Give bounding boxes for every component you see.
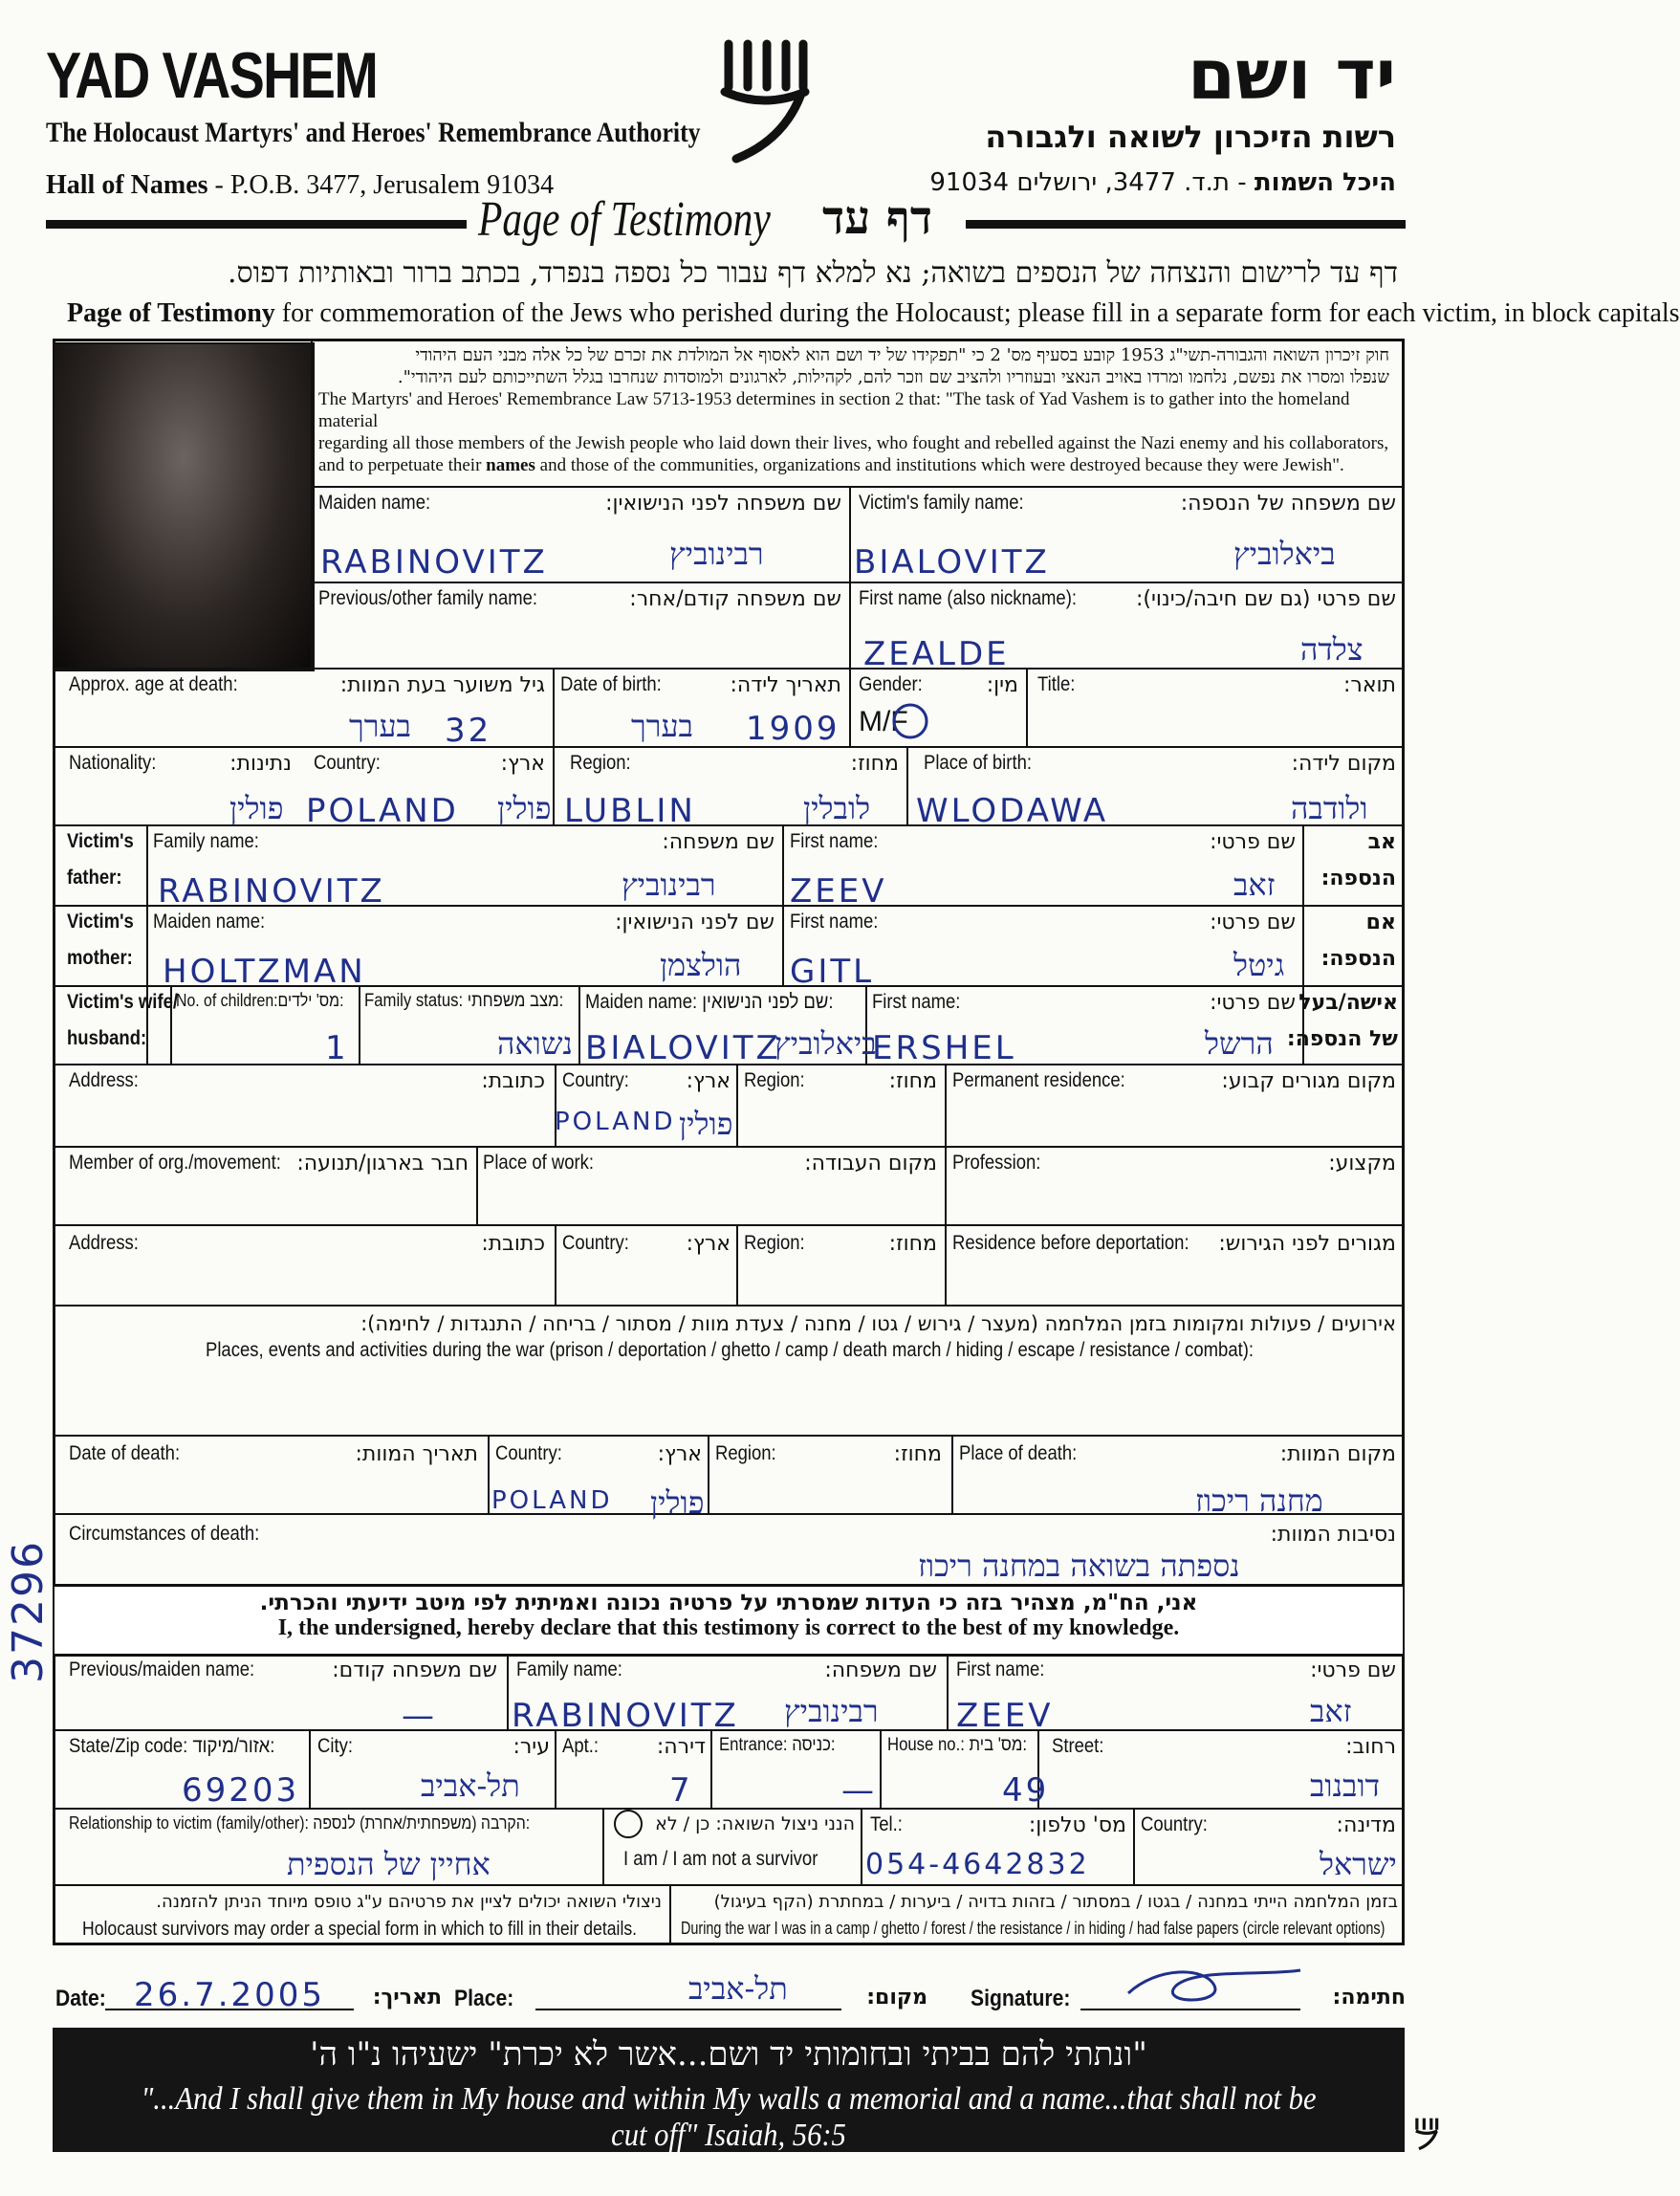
header-rule-right [966,220,1406,229]
yad-vashem-logo-icon [717,34,813,178]
house-field[interactable]: 49 [1002,1771,1050,1810]
age-label: Approx. age at death: [69,673,238,695]
profession-label-he: מקצוע: [1328,1152,1396,1175]
previous-family-name-label-he: שם משפחה קודם/אחר: [629,587,841,611]
submitter-family-field[interactable]: RABINOVITZ [512,1697,739,1735]
dob-field[interactable]: 1909 [746,710,840,748]
during-war-note: During the war I was in a camp / ghetto / forest / the resistance / in hiding / had false papers (circle relevant options) [681,1919,1385,1938]
apt-field[interactable]: 7 [669,1771,693,1810]
zip-label: State/Zip code: אזור/מיקוד: [69,1735,275,1757]
zip-field[interactable]: 69203 [182,1771,300,1810]
pod-label-he: מקום המוות: [1279,1442,1396,1466]
death-region-label-he: מחוז: [893,1442,942,1466]
apt-label: Apt.: [562,1735,600,1757]
work-label: Place of work: [483,1152,595,1174]
pod-field-he[interactable]: מחנה ריכוז [1195,1482,1323,1519]
father-label: Victim's [67,830,134,852]
age-field-he[interactable]: בערך [349,708,411,744]
mother-label-he-2: הנספה: [1320,947,1396,971]
mother-first-label: First name: [790,911,879,933]
footer-logo-icon [1411,2116,1442,2154]
authority-subtitle-he: רשות הזיכרון לשואה ולגבורה [985,119,1396,155]
footer-verse-bar [53,2028,1405,2152]
family-name-field-he[interactable]: ביאלוביץ [1233,536,1336,572]
father-first-label: First name: [790,830,879,852]
street-label: Street: [1052,1735,1104,1757]
date-field[interactable]: 26.7.2005 [134,1976,326,2014]
death-country-label: Country: [495,1442,562,1464]
tel-field[interactable]: 054-4642832 [865,1848,1090,1881]
tel-label-he: מס' טלפון: [1028,1813,1126,1837]
mother-first-field-he[interactable]: גיטל [1233,947,1285,983]
age-field[interactable]: 32 [445,712,492,750]
address-country-label: Country: [562,1069,629,1091]
dob-label: Date of birth: [560,673,662,695]
city-field-he[interactable]: תל-אביב [421,1768,520,1804]
address-region-label: Region: [744,1069,805,1091]
permanent-residence-label-he: מקום מגורים קבוע: [1221,1069,1396,1093]
maiden-name-field-he[interactable]: רבינוביץ [669,536,764,572]
pob-label: Place of birth: [924,752,1032,774]
place-underline [535,2009,841,2010]
authority-subtitle: The Holocaust Martyrs' and Heroes' Remembrance Authority [46,117,701,148]
previous-family-name-label: Previous/other family name: [318,587,538,609]
signature-label: Signature: [971,1986,1071,2011]
address-label-he: כתובת: [481,1069,545,1093]
country-field-he[interactable]: פולין [497,790,552,826]
address2-country-label: Country: [562,1232,629,1254]
gender-label-he: מין: [986,673,1018,697]
hall-of-names-address: Hall of Names - P.O.B. 3477, Jerusalem 91034 [46,170,555,200]
pob-field-he[interactable]: ולודבה [1291,790,1368,826]
permanent-residence-label: Permanent residence: [952,1069,1125,1091]
family-name-label: Victim's family name: [859,492,1024,514]
pod-label: Place of death: [959,1442,1078,1464]
father-label-2: father: [67,867,122,889]
relation-label: Relationship to victim (family/other): הקרבה (משפחתית/אחרת) לנספה: [69,1813,531,1833]
death-country-field-he[interactable]: פולין [650,1484,705,1521]
address2-region-label: Region: [744,1232,805,1254]
intro-instructions-he: דף עד לרישום והנצחה של הנספים בשואה; נא למלא דף עבור כל נספה בנפרד, בכתב ברור ובאותיות דפוס. [228,256,1398,290]
address-country-field-he[interactable]: פולין [679,1106,733,1142]
first-name-label-he: שם פרטי (גם שם חיבה/כינוי): [1135,587,1396,611]
country-field[interactable]: POLAND [306,792,459,830]
address2-region-label-he: מחוז: [888,1232,937,1256]
title-label: Title: [1037,673,1076,695]
death-country-field[interactable]: POLAND [491,1486,613,1515]
dod-label-he: תאריך המוות: [355,1442,478,1466]
victim-photo [53,342,315,671]
mother-label: Victim's [67,911,134,933]
tel-label: Tel.: [870,1813,903,1835]
street-field-he[interactable]: דובנוב [1310,1768,1381,1804]
nationality-label-he: נתינות: [229,752,292,776]
mother-maiden-label: Maiden name: [153,911,266,933]
address-label: Address: [69,1069,139,1091]
street-label-he: רחוב: [1345,1735,1396,1759]
profession-label: Profession: [952,1152,1041,1174]
circumstances-label: Circumstances of death: [69,1523,260,1545]
address-country-field[interactable]: POLAND [555,1108,676,1136]
address-country-label-he: ארץ: [686,1069,731,1093]
pob-label-he: מקום לידה: [1291,752,1396,776]
region-label-he: מחוז: [850,752,899,776]
date-label: Date: [55,1986,106,2011]
survivor-circle-icon [612,1808,644,1840]
mother-maiden-field[interactable]: HOLTZMAN [163,953,366,991]
children-label: No. of children:מס' ילדים: [176,991,344,1010]
country-of-submitter-label-he: מדינה: [1336,1813,1396,1837]
mother-label-he: אם [1365,911,1396,934]
date-label-he: תאריך: [372,1986,442,2009]
dob-label-he: תאריך לידה: [730,673,841,697]
city-label-he: עיר: [513,1735,550,1759]
page-title-he: דף עד [822,191,932,245]
father-family-label: Family name: [153,830,259,852]
father-first-field-he[interactable]: זאב [1233,867,1276,903]
entrance-field[interactable]: — [841,1771,877,1810]
dod-label: Date of death: [69,1442,181,1464]
gender-circle-icon [891,702,929,740]
apt-label-he: דירה: [656,1735,706,1759]
place-label: Place: [454,1986,514,2011]
nationality-label: Nationality: [69,752,157,774]
events-field[interactable] [69,1370,1398,1431]
age-label-he: גיל משוער בעת המוות: [339,673,545,697]
father-family-field[interactable]: RABINOVITZ [158,872,385,911]
spouse-maiden-label: Maiden name: שם לפני הנישואין: [585,991,834,1013]
spouse-label: Victim's wife/ [67,991,179,1013]
address-field[interactable] [69,1098,547,1142]
country-of-submitter-label: Country: [1141,1813,1208,1835]
spouse-first-field-he[interactable]: הרשל [1205,1025,1274,1062]
signature-field[interactable] [1119,1957,1310,2014]
region-label: Region: [570,752,631,774]
survivor-label[interactable]: I am / I am not a survivor [623,1848,818,1870]
maiden-name-label: Maiden name: [318,492,431,514]
declaration: I, the undersigned, hereby declare that this testimony is correct to the best of my knowledge. [277,1615,1180,1640]
submitter-first-label: First name: [956,1658,1045,1680]
first-name-label: First name (also nickname): [859,587,1077,609]
spouse-label-he: אישה/בעל [1298,991,1398,1015]
hall-of-names-address-he: היכל השמות - ת.ד. 3477, ירושלים 91034 [929,168,1396,197]
circumstances-label-he: נסיבות המוות: [1270,1523,1396,1547]
maiden-name-field[interactable]: RABINOVITZ [320,543,548,582]
country-of-submitter-field-he[interactable]: ישראל [1320,1846,1397,1882]
submitter-first-label-he: שם פרטי: [1310,1658,1396,1682]
survivor-label-he: הנני ניצול השואה: כן / לא [655,1813,855,1834]
father-family-label-he: שם משפחה: [662,830,775,854]
member-label: Member of org./movement: [69,1152,281,1174]
intro-instructions: Page of Testimony for commemoration of the Jews who perished during the Holocaust; please fill in a separate form for each victim, in block capitals [67,298,1680,328]
title-field[interactable] [1037,702,1397,744]
mother-maiden-label-he: שם לפני הנישואין: [615,911,775,934]
dob-field-he[interactable]: בערך [631,708,693,744]
address2-country-label-he: ארץ: [686,1232,731,1256]
place-field-he[interactable]: תל-אביב [688,1970,788,2007]
first-name-field[interactable]: ZEALDE [863,635,1010,673]
mother-label-2: mother: [67,947,133,969]
spouse-first-label-he: שם פרטי: [1210,991,1296,1015]
family-name-label-he: שם משפחה של הנספה: [1180,492,1396,516]
death-region-label: Region: [715,1442,776,1464]
spouse-first-field[interactable]: ERSHEL [872,1029,1016,1067]
spouse-label-2: husband: [67,1027,147,1049]
address-region-label-he: מחוז: [888,1069,937,1093]
region-field[interactable]: LUBLIN [564,792,696,830]
family-status-field-he[interactable]: נשואה [497,1025,573,1062]
page-title: Page of Testimony [478,192,771,247]
pob-field[interactable]: WLODAWA [916,792,1109,830]
survivors-note-he: ניצולי השואה יכולים לציין את פרטיהם ע"ג טופס מיוחד הניתן להזמנה. [156,1892,662,1912]
prev-maiden-label-he: שם משפחה קודם: [332,1658,497,1682]
spouse-first-label: First name: [872,991,961,1013]
circumstances-field-he[interactable]: נספתה בשואה במחנה ריכוז [918,1548,1240,1584]
declaration-he: אני, הח"מ, מצהיר בזה כי העדות שמסרתי על פרטיה נכונה ואמיתית לפי מיטב ידיעתי והכרתי. [259,1591,1198,1615]
city-label: City: [317,1735,353,1757]
country-label: Country: [314,752,381,774]
death-country-label-he: ארץ: [657,1442,702,1466]
gender-field[interactable]: M/F [859,706,908,737]
place-label-he: מקום: [866,1986,927,2009]
mother-first-label-he: שם פרטי: [1210,911,1296,934]
header-rule-left [46,220,467,229]
father-first-field[interactable]: ZEEV [790,872,887,911]
member-label-he: חבר בארגון/תנועה: [296,1152,469,1175]
children-field[interactable]: 1 [325,1029,349,1067]
gender-label: Gender: [859,673,923,695]
residence-before-label: Residence before deportation: [952,1232,1189,1254]
law-quote: חוק זיכרון השואה והגבורה-תשי"ג 1953 קובע בסעיף מס' 2 כי "תפקידו של יד ושם הוא לאסוף אל המולדת את זכרם של כל אלה מבני העם היהודי שנפלו ומסרו את נפשם, נלחמו ומרדו באויב הנאצי ובעוזריו ולהציב שם וזכר להם, לקהילות, לארגונים ולמוסדות שנחרבו בגלל השתייכותם לעם היהודי". The Martyrs' and Heroes' Remembrance Law 5713-1953 determines in section 2 that: "The task of Yad Vashem is to gather into the homeland material regarding all those members of the Jewish people who laid down their lives, who fought and rebelled against the Nazi enemy and his collaborators, and to perpetuate their names and those of the communities, organizations and institutions which were destroyed because they were Jewish". [318,345,1389,475]
prev-maiden-label: Previous/maiden name: [69,1658,255,1680]
entrance-label: Entrance: כניסה: [719,1735,836,1755]
country-label-he: ארץ: [500,752,545,776]
father-first-label-he: שם פרטי: [1210,830,1296,854]
mother-maiden-field-he[interactable]: הולצמן [660,947,742,983]
father-label-he-2: הנספה: [1320,867,1396,890]
family-status-label: Family status: מצב משפחתי: [364,991,564,1011]
address2-label-he: כתובת: [481,1232,545,1256]
work-label-he: מקום העבודה: [804,1152,937,1175]
yad-vashem-title: YAD VASHEM [46,39,378,112]
first-name-field-he[interactable]: צלדה [1300,631,1364,668]
house-label: House no.: מס' בית: [887,1735,1028,1755]
spouse-maiden-field-he[interactable]: ביאלוביץ [775,1025,877,1062]
events-label: Places, events and activities during the war (prison / deportation / ghetto / camp / death march / hiding / escape / resistance / combat): [206,1339,1255,1361]
relation-field-he[interactable]: אחיין של הנספית [287,1846,491,1882]
during-war-note-he: בזמן המלחמה הייתי במחנה / בגטו / במסתור / בזהות בדויה / ביערות / במחתרת (הקף בעיגול) [713,1892,1398,1912]
submitter-prev-field[interactable]: — [402,1697,437,1735]
spouse-maiden-field[interactable]: BIALOVITZ [585,1029,781,1067]
footer-verse: "...And I shall give them in My house and within My walls a memorial and a name...that shall not be cut off" Isaiah, 56:5 [141,2081,1317,2153]
address2-label: Address: [69,1232,139,1254]
yad-vashem-title-he: יד ושם [1187,34,1396,115]
mother-first-field[interactable]: GITL [790,953,875,991]
declaration-bar [55,1584,1403,1657]
title-label-he: תואר: [1343,673,1396,697]
submitter-first-field-he[interactable]: זאב [1310,1693,1352,1729]
father-family-field-he[interactable]: רבינוביץ [622,867,716,903]
footer-verse-he: "ונתתי להם בביתי ובחומותי יד ושם...אשר לא יכרת" ישעיהו נ"ו ה' [310,2035,1147,2074]
submitter-family-label: Family name: [516,1658,622,1680]
previous-family-name-field[interactable] [318,612,844,666]
submitter-family-field-he[interactable]: רבינוביץ [784,1693,879,1729]
residence-before-label-he: מגורים לפני הגירוש: [1218,1232,1396,1256]
nationality-field-he[interactable]: פולין [229,790,284,826]
region-field-he[interactable]: לובלין [803,790,871,826]
submitter-first-field[interactable]: ZEEV [956,1697,1054,1735]
survivors-note: Holocaust survivors may order a special form in which to fill in their details. [82,1919,638,1940]
family-name-field[interactable]: BIALOVITZ [854,543,1050,582]
events-label-he: אירועים / פעולות ומקומות בזמן המלחמה (מעצר / גירוש / גטו / מחנה / צעדת מוות / מסתור / בריחה / התנגדות / לחימה): [360,1312,1396,1335]
archive-number: 37296 [4,1540,53,1683]
maiden-name-label-he: שם משפחה לפני הנישואין: [605,492,841,516]
spouse-label-he-2: של הנספה: [1286,1027,1398,1051]
father-label-he: אב [1367,830,1396,854]
signature-label-he: חתימה: [1332,1986,1406,2009]
submitter-family-label-he: שם משפחה: [824,1658,937,1682]
